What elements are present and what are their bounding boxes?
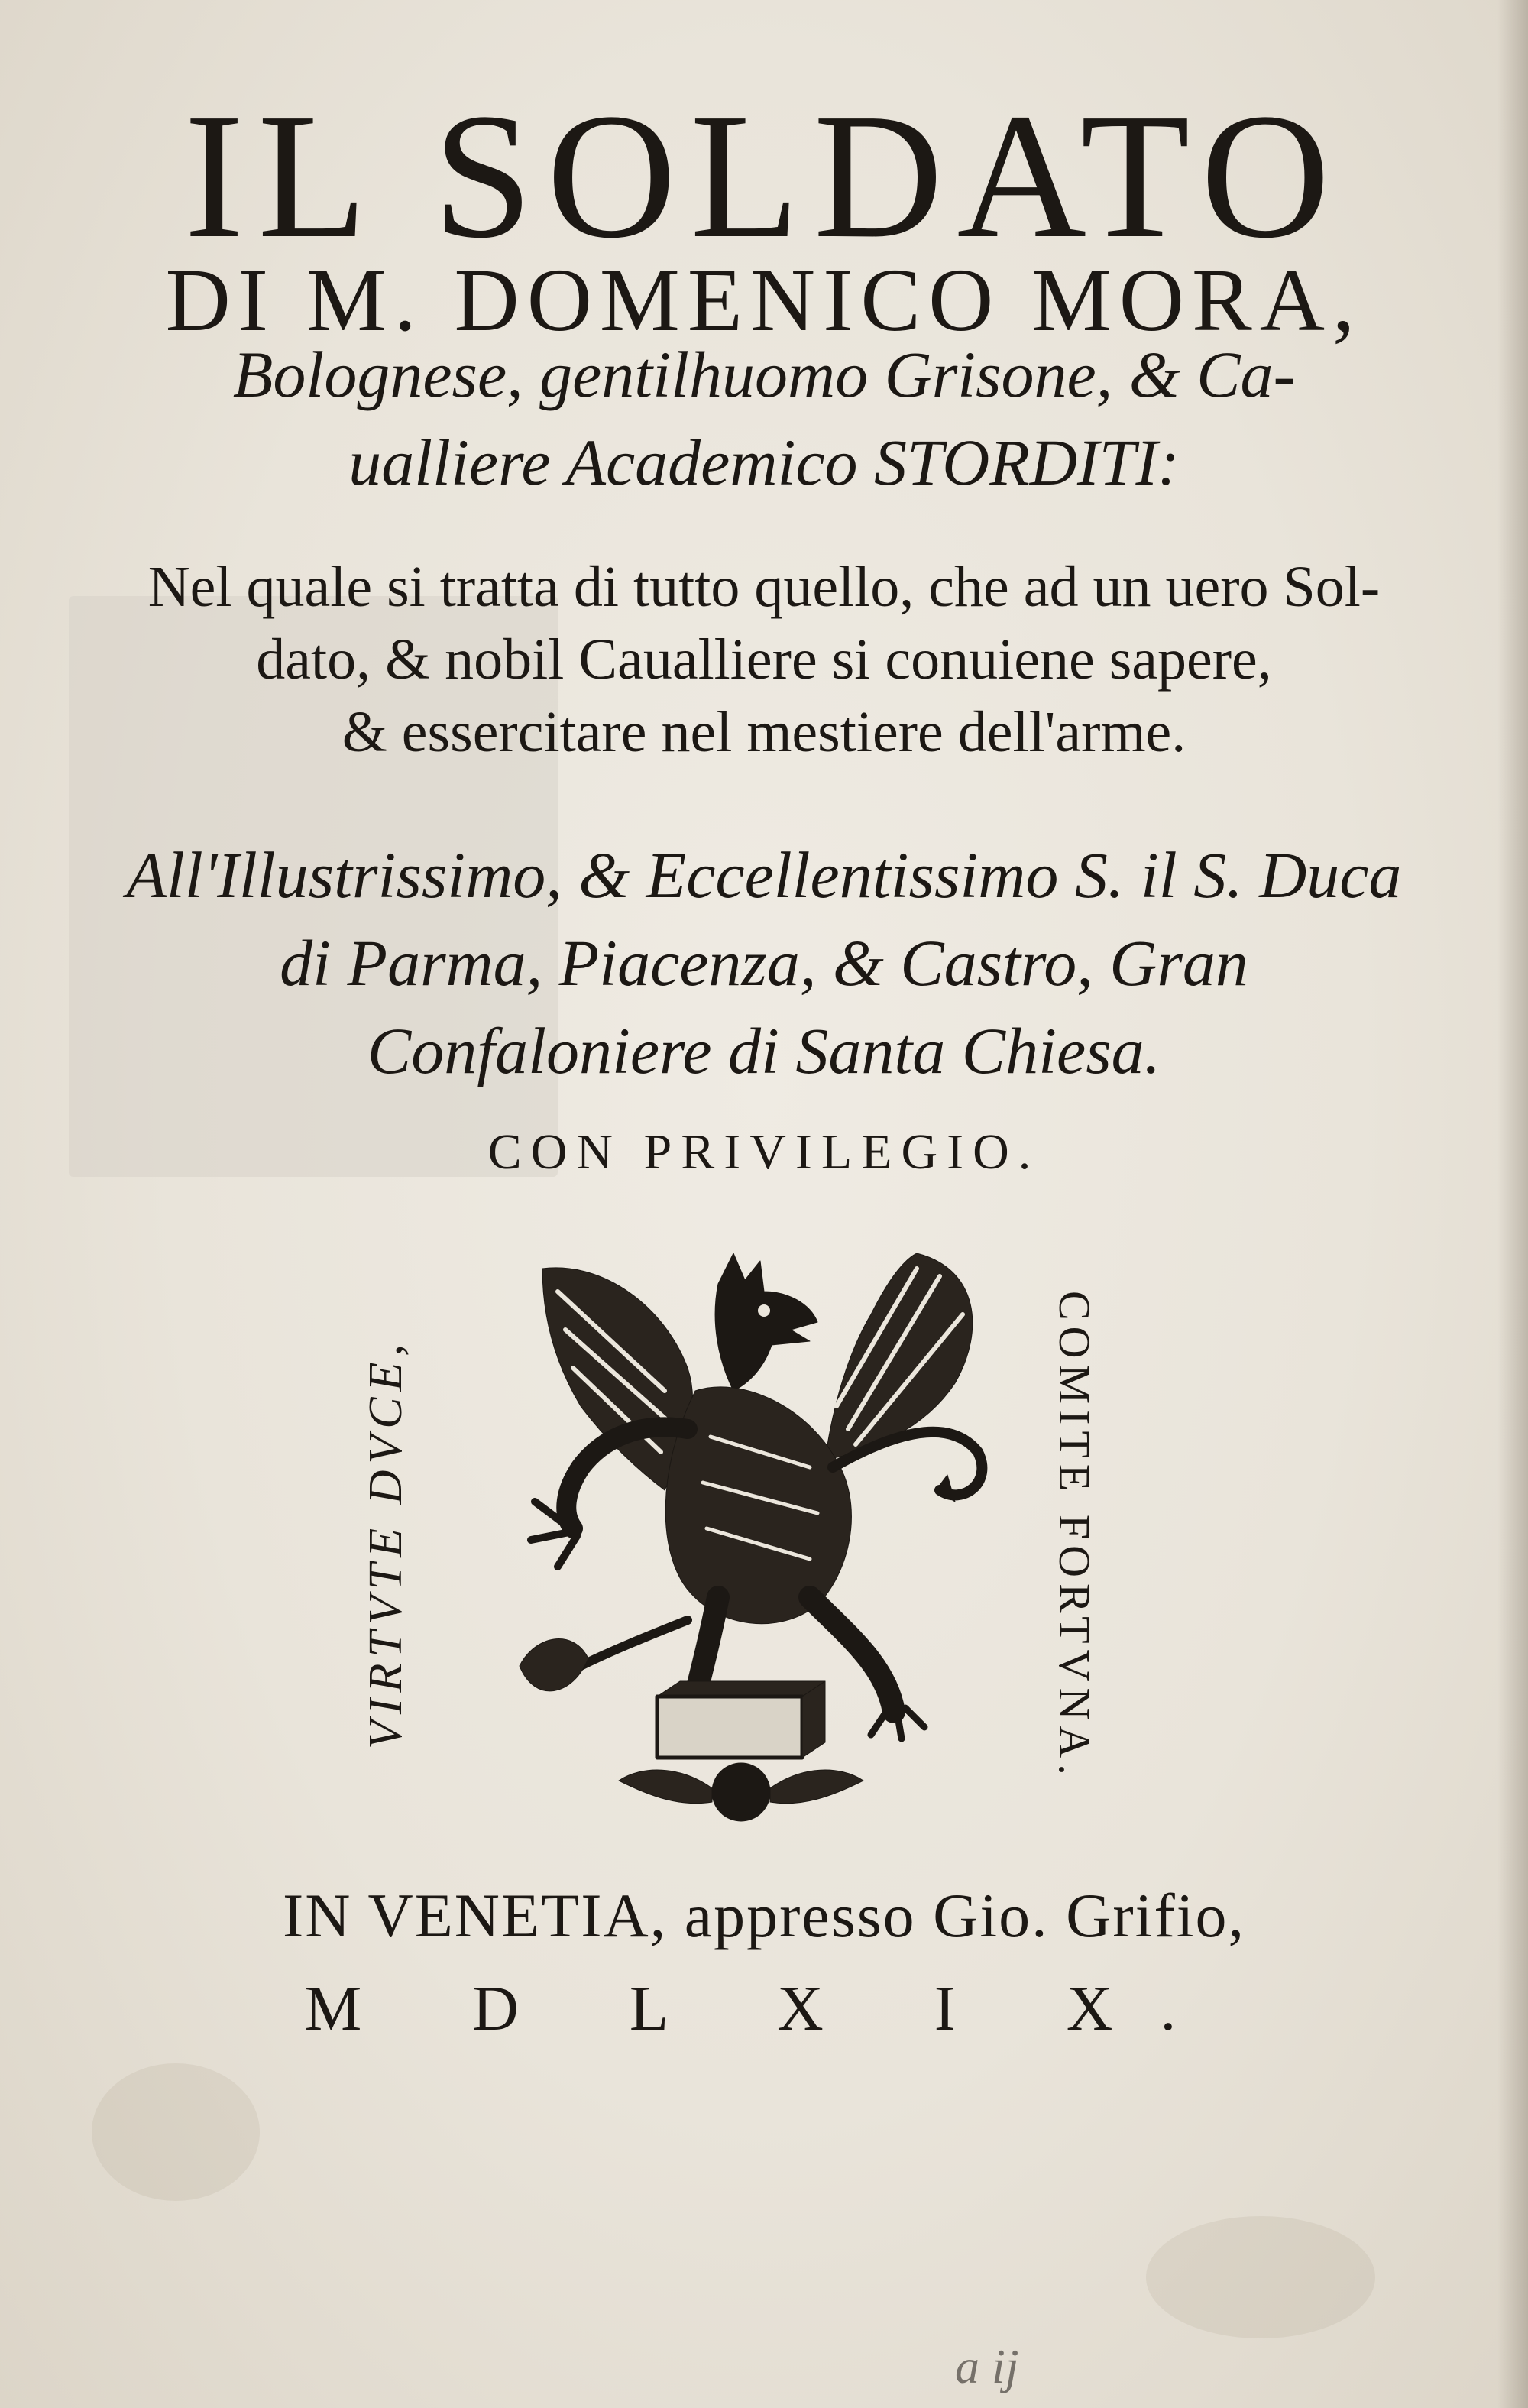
dedication-line-2: di Parma, Piacenza, & Castro, Gran: [280, 926, 1248, 1000]
author-line: DI M. DOMENICO MORA,: [165, 250, 1363, 350]
summary-line-2: dato, & nobil Caualliere si conuiene sapere,: [256, 627, 1272, 692]
author-description-2: ualliere Academico STORDITI:: [348, 426, 1180, 499]
publication-year: M D L X I X.: [304, 1973, 1224, 2044]
dedication-line-3: Confaloniere di Santa Chiesa.: [367, 1014, 1161, 1087]
author-description-1: Bolognese, gentilhuomo Grisone, & Ca-: [232, 338, 1296, 411]
signature-mark: a ij: [955, 2339, 1019, 2393]
privilege-line: CON PRIVILEGIO.: [487, 1124, 1041, 1180]
book-title: IL SOLDATO: [183, 76, 1345, 275]
motto-left: VIRTVTE DVCE,: [360, 1338, 412, 1749]
paper-stain: [1146, 2216, 1375, 2338]
motto-right: COMITE FORTVNA.: [1050, 1291, 1099, 1781]
dedication-line-1: All'Illustrissimo, & Eccellentissimo S. il S. Duca: [126, 838, 1402, 912]
summary-line-1: Nel quale si tratta di tutto quello, che ad un uero Sol-: [147, 555, 1381, 619]
imprint-line: IN VENETIA, appresso Gio. Grifio,: [282, 1881, 1246, 1950]
summary-line-3: & essercitare nel mestiere dell'arme.: [342, 700, 1186, 764]
paper-stain: [92, 2063, 260, 2201]
griffin-icon: [489, 1238, 1039, 1834]
